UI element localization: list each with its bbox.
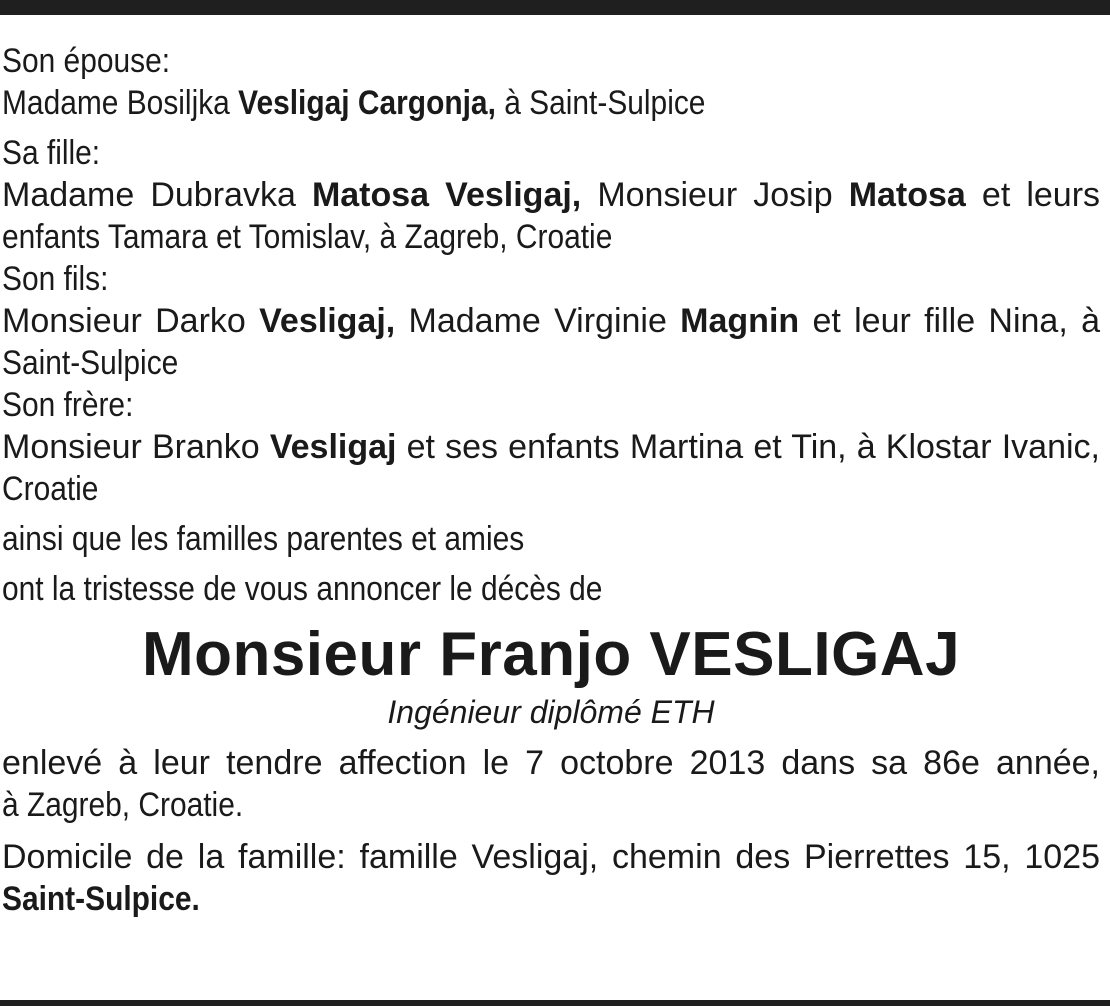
brother-entry-line2: Croatie: [2, 470, 99, 508]
brother-name: Vesligaj: [269, 428, 397, 466]
top-rule: [0, 0, 1110, 15]
son-entry-line2: Saint-Sulpice: [2, 344, 179, 382]
passing-line1: enlevé à leur tendre affection le 7 octobre 2013 dans sa 86e année,: [2, 744, 1100, 782]
deceased-profession: Ingénieur diplômé ETH: [387, 694, 715, 730]
daughter-entry-line2: enfants Tamara et Tomislav, à Zagreb, Croatie: [2, 218, 613, 256]
daughter-in-law-name: Magnin: [680, 302, 800, 340]
bottom-rule: [0, 1000, 1110, 1006]
daughter-heading: Sa fille:: [2, 134, 101, 172]
domicile-line1: Domicile de la famille: famille Vesligaj, chemin des Pierrettes 15, 1025: [2, 838, 1100, 876]
son-name: Vesligaj,: [259, 302, 396, 340]
son-entry-line1: Monsieur Darko Vesligaj, Madame Virginie Magnin et leur fille Nina, à: [2, 302, 1100, 340]
domicile-town: Saint-Sulpice.: [2, 880, 200, 918]
son-in-law-name: Matosa: [848, 176, 966, 214]
obituary-notice: [2, 40, 1100, 920]
spouse-entry: Madame Bosiljka Vesligaj Cargonja, à Saint-Sulpice: [2, 84, 706, 122]
son-heading: Son fils:: [2, 260, 109, 298]
brother-heading: Son frère:: [2, 386, 134, 424]
daughter-entry-line1: Madame Dubravka Matosa Vesligaj, Monsieur Josip Matosa et leurs: [2, 176, 1101, 214]
spouse-heading: Son épouse:: [2, 42, 171, 80]
daughter-name: Matosa Vesligaj,: [311, 176, 582, 214]
passing-line2: à Zagreb, Croatie.: [2, 786, 244, 824]
announcement-line: ont la tristesse de vous annoncer le décès de: [2, 570, 603, 608]
brother-entry-line1: Monsieur Branko Vesligaj et ses enfants Martina et Tin, à Klostar Ivanic,: [2, 428, 1100, 466]
spouse-name: Vesligaj Cargonja,: [238, 84, 496, 122]
families-line: ainsi que les familles parentes et amies: [2, 520, 525, 558]
deceased-name: Monsieur Franjo VESLIGAJ: [141, 620, 961, 689]
